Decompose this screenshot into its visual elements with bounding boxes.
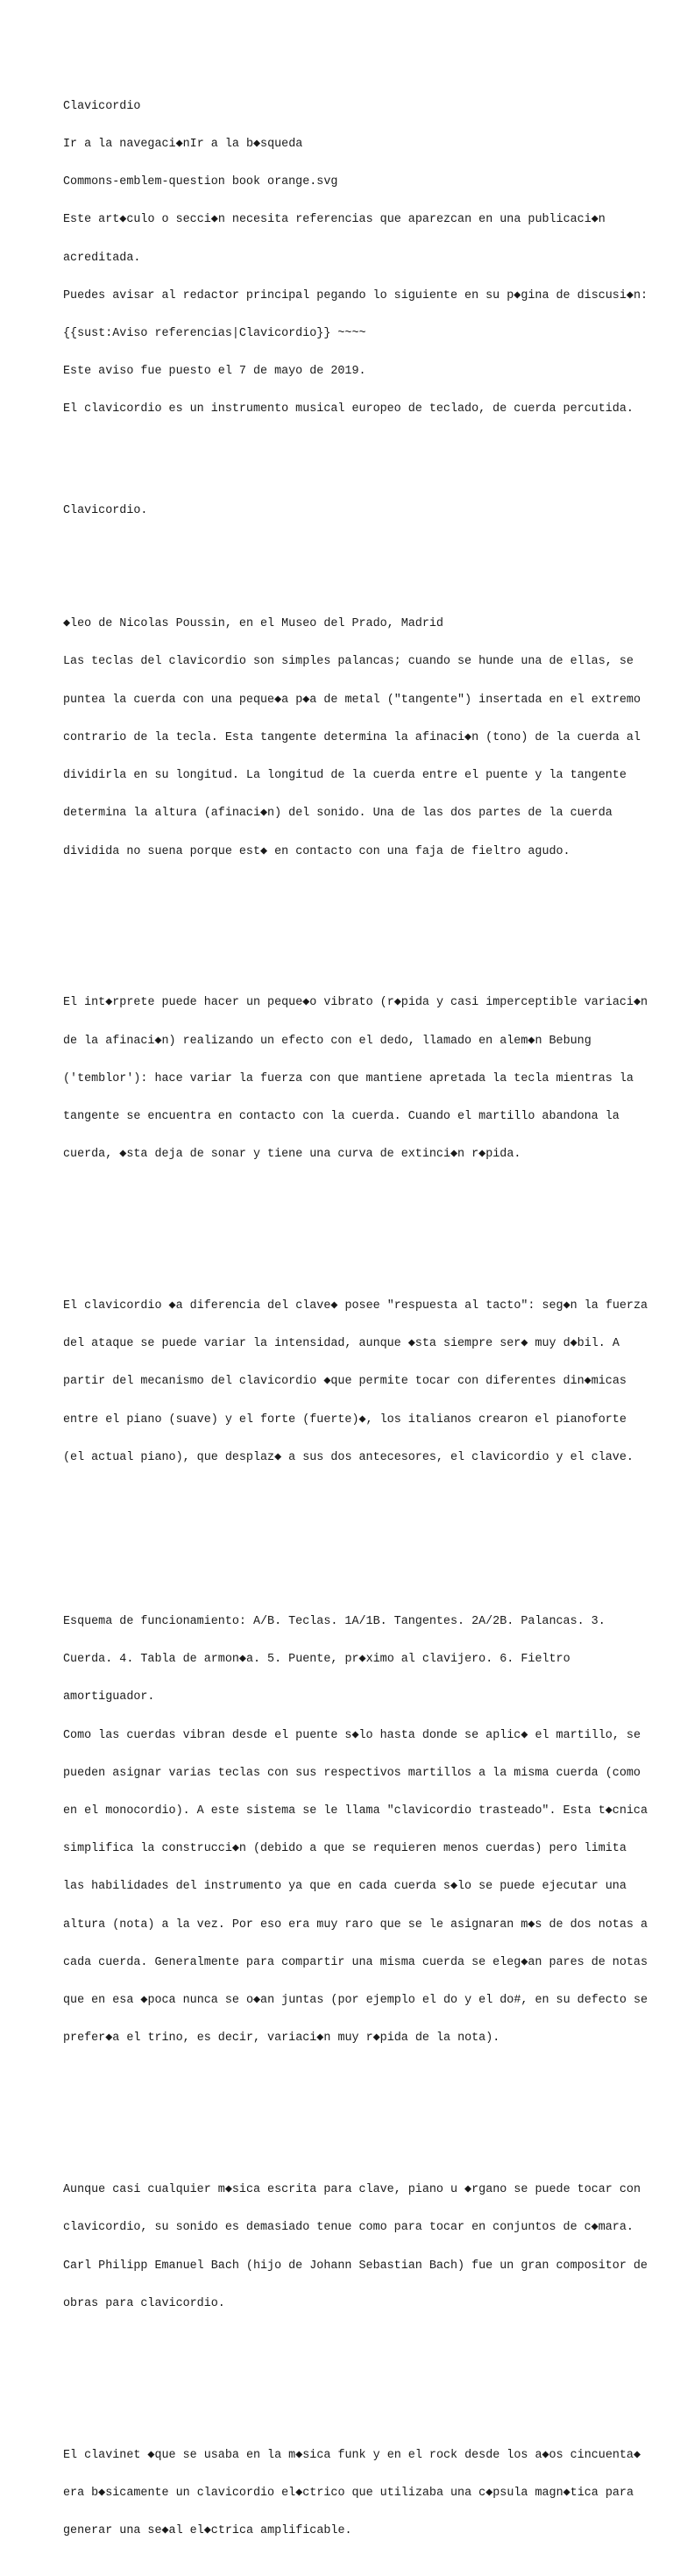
spacer xyxy=(63,922,641,934)
paragraph-line: del ataque se puede variar la intensidad, aunque ◆sta siempre ser◆ muy d◆bil. A xyxy=(63,1337,620,1351)
paragraph-line: ('temblor'): hace variar la fuerza con que mantiene apretada la tecla mientras la xyxy=(63,1071,634,1085)
intro-paragraph: El clavicordio es un instrumento musical europeo de teclado, de cuerda percutida. xyxy=(63,402,634,416)
paragraph-line: simplifica la construcci◆n (debido a que se requieren menos cuerdas) pero limita xyxy=(63,1842,627,1856)
spacer xyxy=(63,1527,641,1553)
spacer xyxy=(63,543,641,555)
page-title: Clavicordio xyxy=(63,99,141,113)
document-body xyxy=(63,75,648,2576)
notice-line: Puedes avisar al redactor principal pegando lo siguiente en su p◆gina de discusi◆n: xyxy=(63,288,648,302)
notice-line: Este art◆culo o secci◆n necesita referencias que aparezcan en una publicaci◆n xyxy=(63,213,606,227)
image-filename: Commons-emblem-question book orange.svg xyxy=(63,175,338,189)
paragraph-line: cuerda, ◆sta deja de sonar y tiene una curva de extinci◆n r◆pida. xyxy=(63,1148,521,1162)
paragraph-scheme xyxy=(63,1590,648,2070)
paragraph-line: altura (nota) a la vez. Por eso era muy raro que se le asignaran m◆s de dos notas a xyxy=(63,1918,648,1932)
paragraph-line: Las teclas del clavicordio son simples palancas; cuando se hunde una de ellas, se xyxy=(63,655,634,669)
paragraph-line: El int◆rprete puede hacer un peque◆o vibrato (r◆pida y casi imperceptible variaci◆n xyxy=(63,996,648,1010)
spacer xyxy=(63,2373,641,2386)
paragraph-line: Como las cuerdas vibran desde el puente s◆lo hasta donde se aplic◆ el martillo, se xyxy=(63,1728,641,1742)
paragraph-line: determina la altura (afinaci◆n) del sonido. Una de las dos partes de la cuerda xyxy=(63,807,613,821)
paragraph-line: era b◆sicamente un clavicordio el◆ctrico que utilizaba una c◆psula magn◆tica para xyxy=(63,2486,634,2500)
paragraph-line: en el monocordio). A este sistema se le llama "clavicordio trasteado". Esta t◆cnica xyxy=(63,1804,648,1818)
paragraph-line: clavicordio, su sonido es demasiado tenue como para tocar en conjuntos de c◆mara. xyxy=(63,2221,634,2235)
paragraph-line: partir del mecanismo del clavicordio ◆que permite tocar con diferentes din◆micas xyxy=(63,1375,627,1389)
paragraph-mechanism xyxy=(63,593,641,883)
paragraph-clavinet xyxy=(63,2424,641,2563)
notice-line: Este aviso fue puesto el 7 de mayo de 2019. xyxy=(63,365,366,379)
paragraph-line: dividida no suena porque est◆ en contacto con una faja de fieltro agudo. xyxy=(63,844,570,858)
paragraph-line: prefer◆a el trino, es decir, variaci◆n muy r◆pida de la nota). xyxy=(63,2032,500,2046)
paragraph-line: obras para clavicordio. xyxy=(63,2296,225,2310)
paragraph-line: Carl Philipp Emanuel Bach (hijo de Johann Sebastian Bach) fue un gran compositor de xyxy=(63,2259,648,2273)
paragraph-line: amortiguador. xyxy=(63,1690,155,1704)
paragraph-line: pueden asignar varias teclas con sus respectivos martillos a la misma cuerda (como xyxy=(63,1766,641,1780)
paragraph-line: generar una se◆al el◆ctrica amplificable. xyxy=(63,2524,352,2537)
paragraph-line: que en esa ◆poca nunca se o◆an juntas (por ejemplo el do y el do#, en su defecto se xyxy=(63,1994,648,2008)
paragraph-line: dividirla en su longitud. La longitud de la cuerda entre el puente y la tangente xyxy=(63,769,627,783)
paragraph-line: las habilidades del instrumento ya que en cada cuerda s◆lo se puede ejecutar una xyxy=(63,1880,627,1894)
paragraph-line: (el actual piano), que desplaz◆ a sus dos antecesores, el clavicordio y el clave. xyxy=(63,1450,634,1464)
paragraph-line: entre el piano (suave) y el forte (fuerte)◆, los italianos crearon el pianoforte xyxy=(63,1413,627,1427)
paragraph-line: cada cuerda. Generalmente para compartir una misma cuerda se eleg◆an pares de notas xyxy=(63,1955,648,1969)
image-caption: Clavicordio. xyxy=(63,503,148,517)
notice-line: {{sust:Aviso referencias|Clavicordio}} ~~~~ xyxy=(63,327,366,341)
paragraph-line: El clavinet ◆que se usaba en la m◆sica funk y en el rock desde los a◆os cincuenta◆ xyxy=(63,2448,641,2462)
paragraph-line: de la afinaci◆n) realizando un efecto con el dedo, llamado en alem◆n Bebung xyxy=(63,1034,592,1048)
paragraph-line: puntea la cuerda con una peque◆a p◆a de metal ("tangente") insertada en el extremo xyxy=(63,693,641,707)
spacer xyxy=(63,454,641,480)
paragraph-line: El clavicordio ◆a diferencia del clave◆ posee "respuesta al tacto": seg◆n la fuerza xyxy=(63,1299,648,1313)
spacer xyxy=(63,1225,641,1237)
navigation-link-text[interactable]: Ir a la navegaci◆nIr a la b◆squeda xyxy=(63,138,303,152)
paragraph-touch-response xyxy=(63,1275,648,1490)
paragraph-line: Esquema de funcionamiento: A/B. Teclas. 1A/1B. Tangentes. 2A/2B. Palancas. 3. xyxy=(63,1615,606,1629)
paragraph-line: tangente se encuentra en contacto con la cuerda. Cuando el martillo abandona la xyxy=(63,1109,620,1123)
spacer xyxy=(63,2109,641,2121)
notice-line: acreditada. xyxy=(63,251,141,265)
paragraph-repertoire xyxy=(63,2159,648,2336)
paragraph-line: ◆leo de Nicolas Poussin, en el Museo del Prado, Madrid xyxy=(63,617,443,631)
paragraph-line: contrario de la tecla. Esta tangente determina la afinaci◆n (tono) de la cuerda al xyxy=(63,730,641,744)
paragraph-vibrato xyxy=(63,972,648,1187)
paragraph-line: Aunque casi cualquier m◆sica escrita para clave, piano u ◆rgano se puede tocar con xyxy=(63,2183,641,2197)
paragraph-line: Cuerda. 4. Tabla de armon◆a. 5. Puente, pr◆ximo al clavijero. 6. Fieltro xyxy=(63,1653,570,1667)
